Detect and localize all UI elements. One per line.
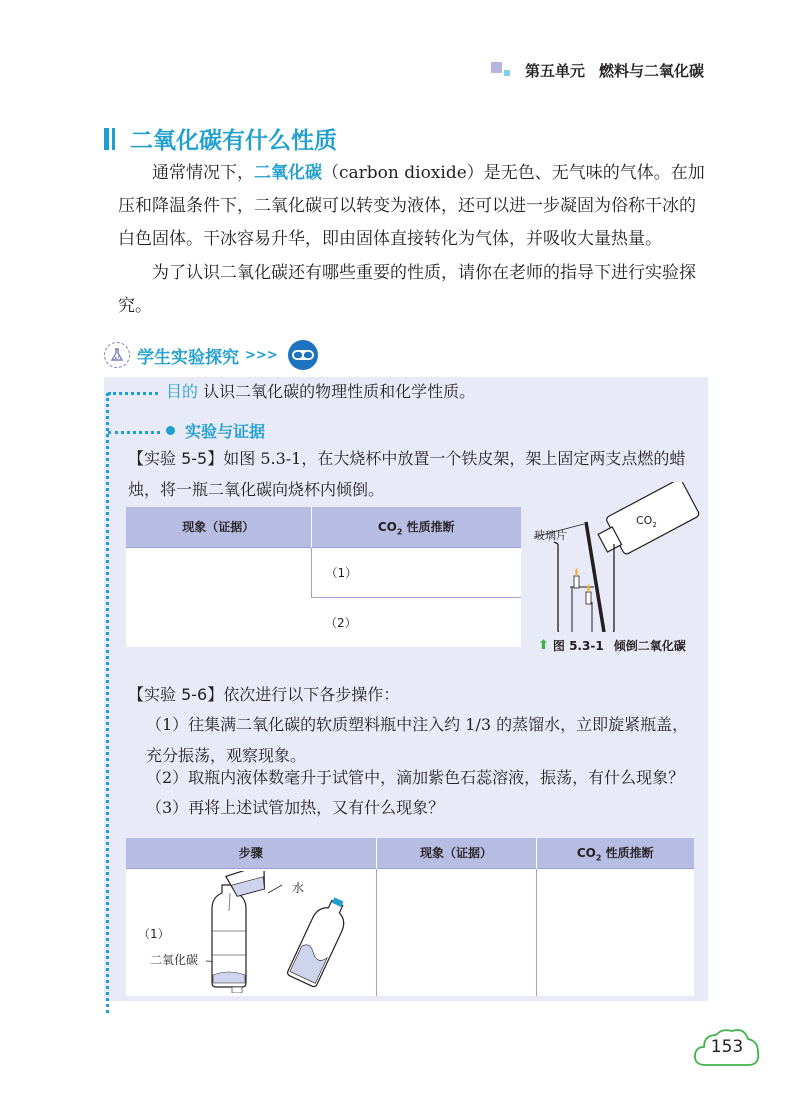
section-title — [104, 122, 337, 155]
evidence-heading: 实验与证据 — [166, 419, 265, 442]
bottle-label-co2: 二氧化碳 — [150, 952, 199, 967]
purpose-label: 目的 — [166, 382, 199, 401]
experiment-5-6-step1: （1）往集满二氧化碳的软质塑料瓶中注入约 1/3 的蒸馏水，立即旋紧瓶盖，充分振荡，观察现象。 — [146, 715, 689, 765]
figure-label-co2: $CO_2$ — [636, 514, 657, 530]
step-label: （1） — [138, 926, 170, 941]
experiment-5-5-text: 【实验 5-5】如图 5.3-1，在大烧杯中放置一个铁皮架，架上固定两支点燃的蜡烛，将一瓶二氧化碳向烧杯内倾倒。 — [128, 449, 686, 499]
table-header: 步骤 — [126, 838, 376, 868]
section-bar-icon — [104, 128, 118, 150]
experiment-5-6-intro: 【实验 5-6】依次进行以下各步操作： — [128, 685, 400, 704]
caption-arrow-icon: ⬆ — [538, 638, 549, 653]
header-squares-icon — [491, 62, 515, 80]
table-header: 现象（证据） — [376, 838, 536, 868]
lab-arrows: >>> — [245, 347, 278, 363]
dotted-guide — [108, 392, 158, 395]
intro-paragraph-2: 为了认识二氧化碳还有哪些重要的性质，请你在老师的指导下进行实验探究。 — [118, 263, 696, 316]
figure-pouring-co2 — [530, 482, 710, 632]
figure-caption: ⬆ 图 5.3-1 倾倒二氧化碳 — [538, 638, 686, 653]
dotted-guide — [108, 431, 160, 434]
lab-heading — [104, 340, 318, 370]
safety-goggles-icon — [288, 340, 318, 370]
table-cell: （1） — [311, 547, 521, 597]
table-cell — [126, 868, 376, 996]
table-cell: （2） — [311, 597, 521, 647]
header-unit: 第五单元 — [524, 62, 585, 80]
flask-icon — [104, 342, 130, 368]
table-header: 现象（证据） — [126, 507, 311, 547]
experiment-5-6-step2: （2）取瓶内液体数毫升于试管中，滴加紫色石蕊溶液，振荡，有什么现象？ — [146, 768, 685, 787]
lab-purpose — [166, 380, 475, 404]
page-header — [491, 60, 704, 81]
purpose-text: 认识二氧化碳的物理性质和化学性质。 — [203, 382, 476, 401]
table-header: $CO_2$ 性质推断 — [311, 507, 521, 547]
dotted-guide — [106, 393, 109, 1013]
section-title-text: 二氧化碳有什么性质 — [130, 128, 337, 154]
experiment-5-6-step3: （3）再将上述试管加热，又有什么现象？ — [146, 798, 445, 817]
figure-label-glass: 玻璃片 — [534, 529, 567, 542]
header-topic: 燃料与二氧化碳 — [598, 62, 704, 80]
table-cell — [376, 868, 536, 996]
figure-bottle-shake — [198, 871, 370, 993]
bottle-label-water: 水 — [292, 880, 305, 895]
keyword-co2: 二氧化碳 — [254, 163, 322, 183]
table-header: $CO_2$ 性质推断 — [536, 838, 694, 868]
experiment-5-5-table — [126, 507, 521, 647]
bullet-icon — [166, 426, 175, 435]
experiment-5-6-table — [126, 838, 694, 996]
page-number-text: 153 — [710, 1037, 744, 1057]
page-number — [692, 1025, 762, 1069]
intro-paragraph-1: 通常情况下，二氧化碳（carbon dioxide）是无色、无气味的气体。在加压和降温条件下，二氧化碳可以转变为液体，还可以进一步凝固为俗称干冰的白色固体。干冰容易升华，即由固体直接转化为气体，并吸收大量热量。 — [118, 163, 705, 249]
table-cell — [126, 547, 311, 647]
table-cell — [536, 868, 694, 996]
lab-title: 学生实验探究 — [137, 347, 239, 368]
